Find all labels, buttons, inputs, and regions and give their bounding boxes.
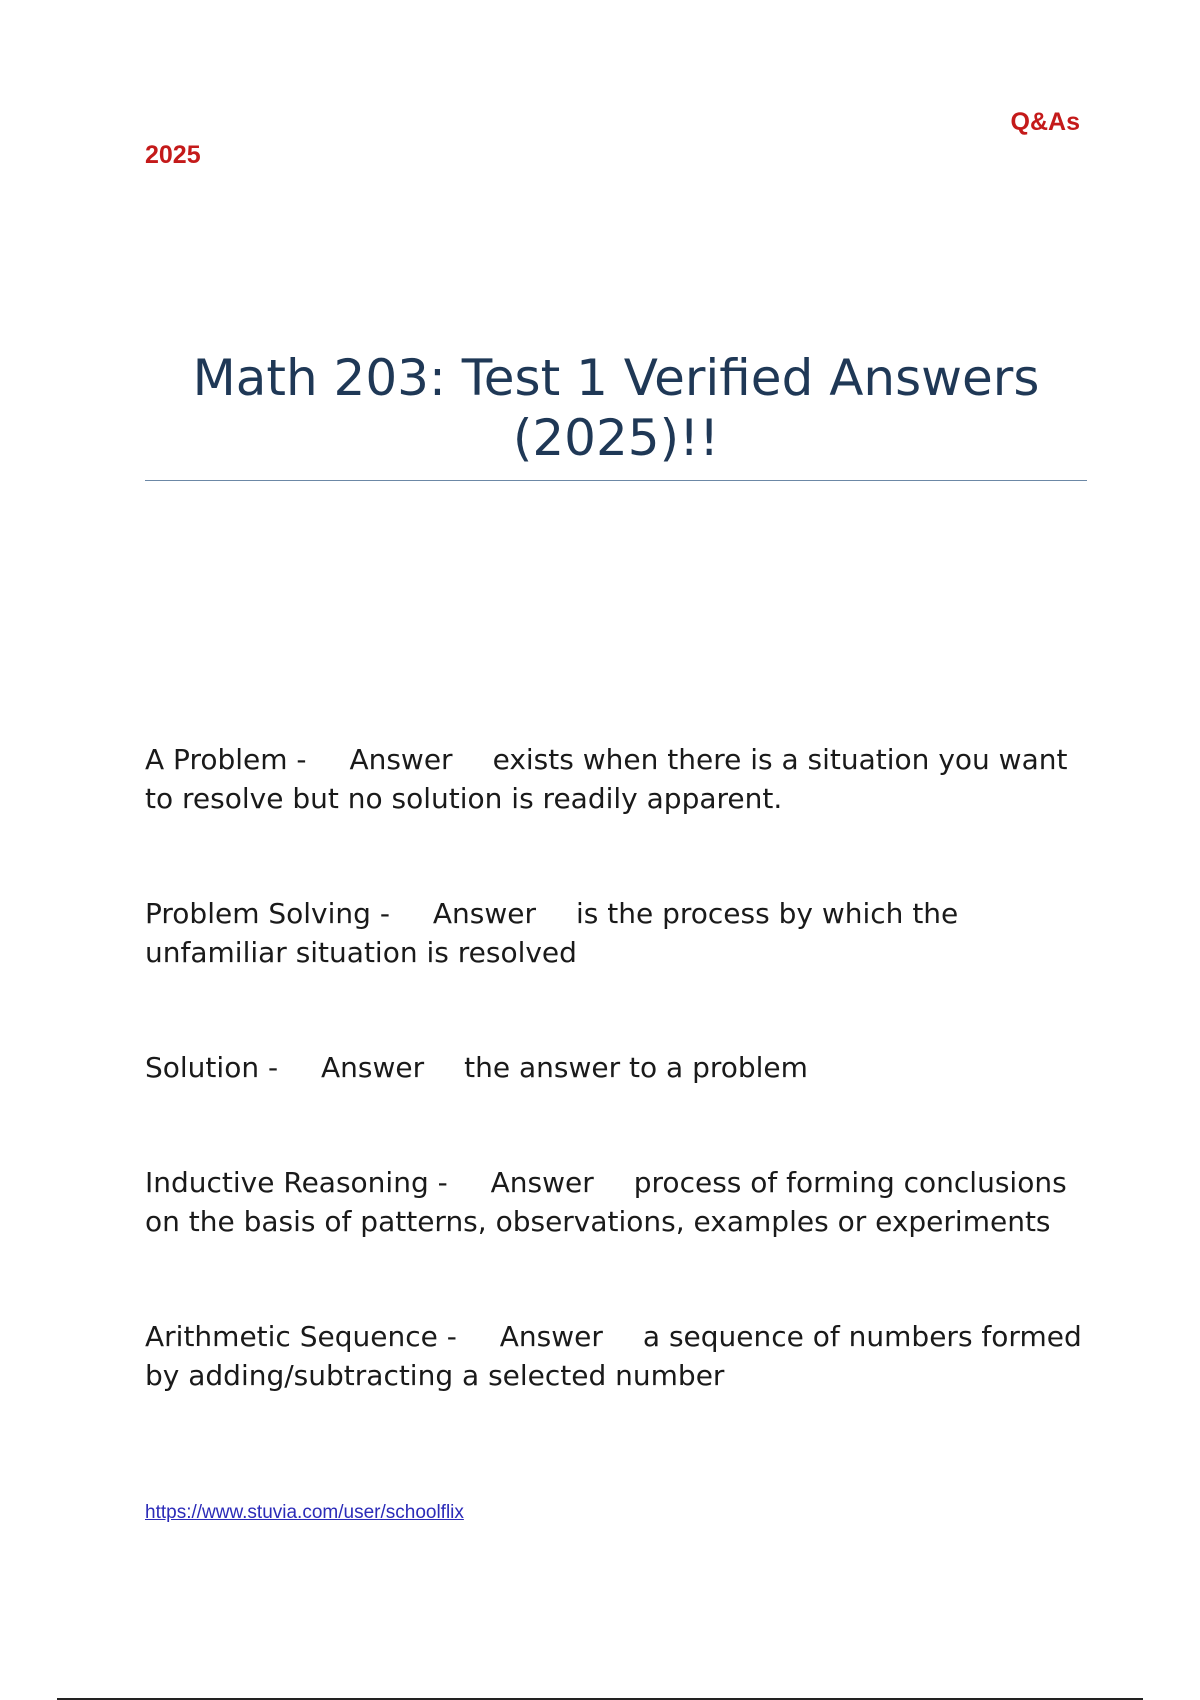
title-line-1: Math 203: Test 1 Verified Answers <box>192 349 1040 407</box>
qa-list <box>145 740 1095 1471</box>
qa-answer-label: Answer <box>320 1051 425 1084</box>
qa-dash: - <box>370 897 399 930</box>
qa-answer-label: Answer <box>349 743 453 776</box>
qa-term: Inductive Reasoning <box>145 1166 429 1199</box>
title-line-2: (2025)!! <box>512 409 720 467</box>
qa-item <box>145 740 1095 818</box>
qa-item <box>145 1163 1095 1241</box>
qa-answer-label: Answer <box>432 897 536 930</box>
qa-definition: is the process by which the unfamiliar situation is resolved <box>145 897 959 969</box>
title-divider <box>145 480 1087 481</box>
qa-term: Problem Solving <box>145 897 371 930</box>
qa-answer-label: Answer <box>499 1320 603 1353</box>
qa-term: A Problem <box>145 743 288 776</box>
qa-definition: exists when there is a situation you want to resolve but no solution is readily apparent. <box>145 743 1068 815</box>
qa-definition: the answer to a problem <box>464 1051 808 1084</box>
source-link[interactable]: https://www.stuvia.com/user/schoolflix <box>145 1502 464 1523</box>
qa-dash: - <box>287 743 316 776</box>
qa-dash: - <box>437 1320 466 1353</box>
header-year-tag: 2025 <box>145 141 201 169</box>
qa-item <box>145 1317 1095 1395</box>
qa-answer-label: Answer <box>490 1166 594 1199</box>
header-qa-tag: Q&As <box>1010 108 1080 136</box>
document-title <box>145 348 1087 468</box>
qa-dash: - <box>259 1051 287 1084</box>
qa-term: Arithmetic Sequence <box>145 1320 438 1353</box>
qa-item <box>145 894 1095 972</box>
qa-definition: process of forming conclusions on the basis of patterns, observations, examples or experiments <box>145 1166 1067 1238</box>
qa-term: Solution <box>145 1051 260 1084</box>
qa-dash: - <box>428 1166 457 1199</box>
qa-item <box>145 1048 1095 1087</box>
qa-definition: a sequence of numbers formed by adding/subtracting a selected number <box>145 1320 1082 1392</box>
